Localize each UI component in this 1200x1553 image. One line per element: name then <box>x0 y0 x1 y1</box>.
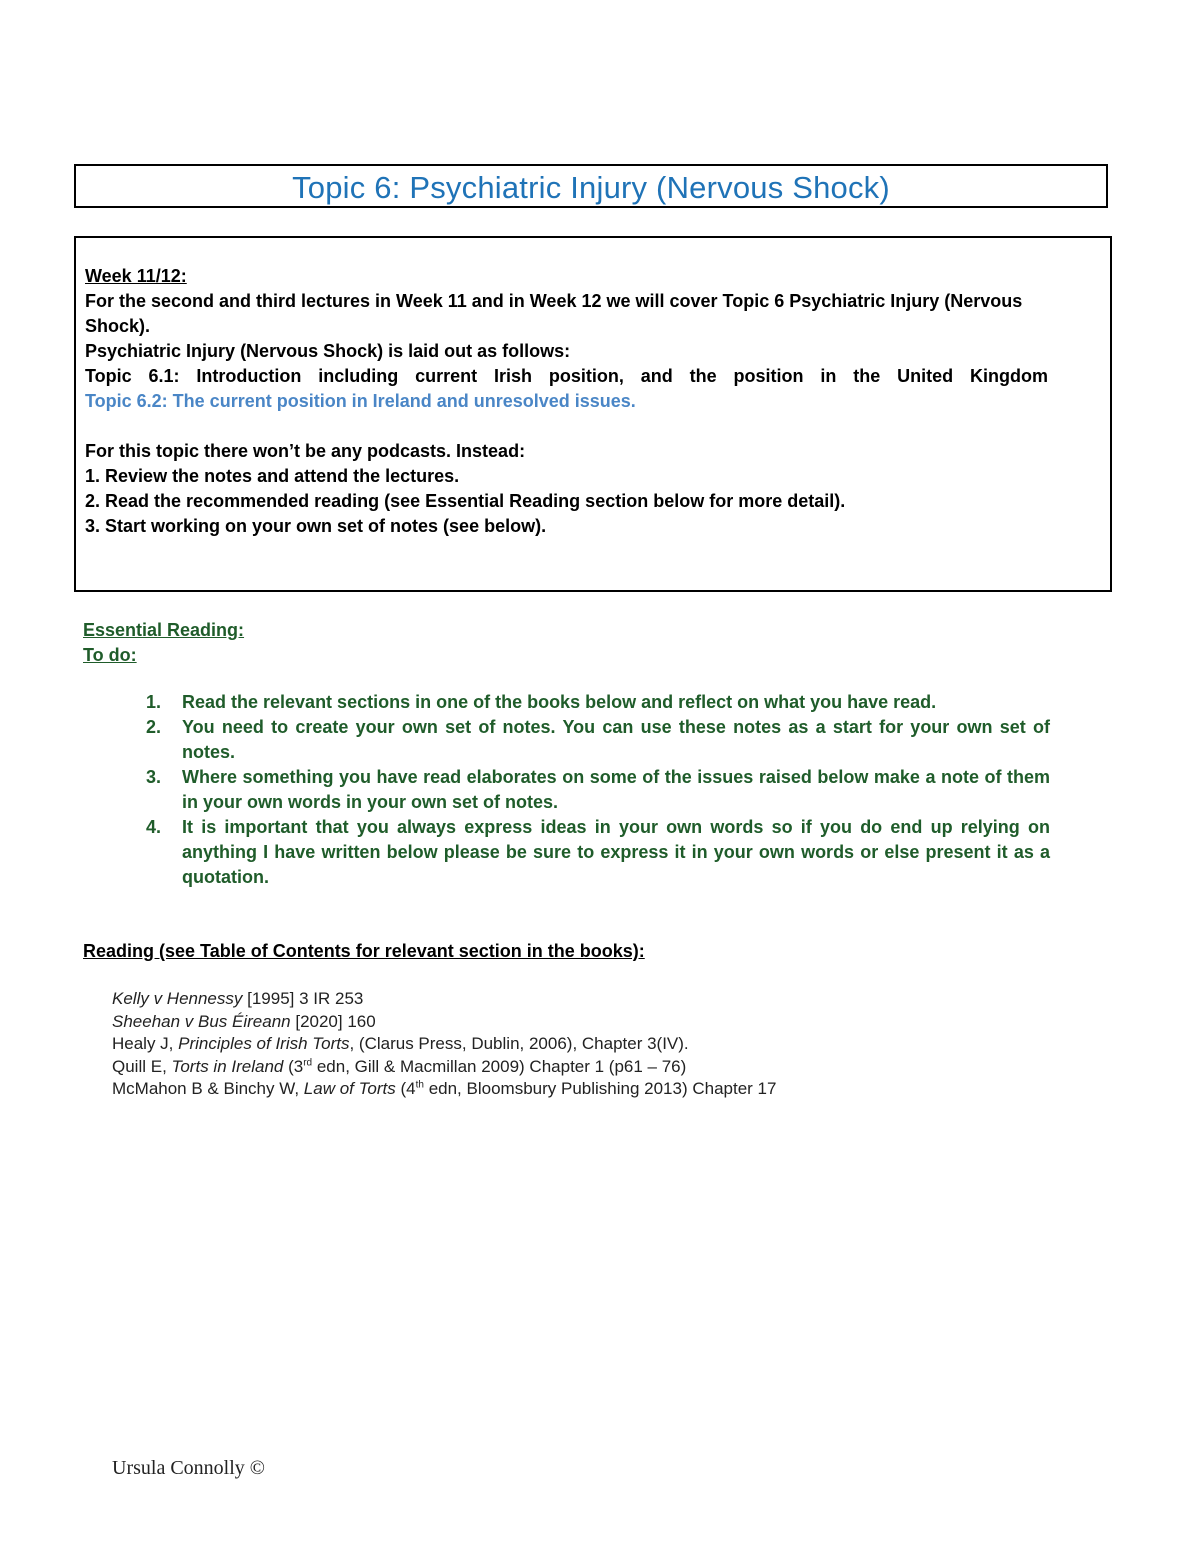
reading-list <box>112 988 1012 1101</box>
footer-copyright: Ursula Connolly © <box>112 1457 265 1479</box>
week-overview-box <box>74 236 1112 592</box>
step-item: 1. Review the notes and attend the lectures. <box>85 466 460 486</box>
essential-reading-section <box>83 618 1063 668</box>
todo-item: 2. You need to create your own set of notes. You can use these notes as a start for your own set of notes. <box>146 717 1050 762</box>
step-item: 2. Read the recommended reading (see Essential Reading section below for more detail). <box>85 491 846 511</box>
reading-item: Sheehan v Bus Éireann [2020] 160 <box>112 1011 376 1031</box>
reading-item: Healy J, Principles of Irish Torts, (Clarus Press, Dublin, 2006), Chapter 3(IV). <box>112 1034 689 1053</box>
todo-item: 1. Read the relevant sections in one of the books below and reflect on what you have read. <box>146 692 937 712</box>
reading-item: Kelly v Hennessy [1995] 3 IR 253 <box>112 989 364 1008</box>
title-box <box>74 164 1108 208</box>
week-intro: For the second and third lectures in Week 11 and in Week 12 we will cover Topic 6 Psychiatric Injury (Nervous Shock). <box>85 291 1023 336</box>
step-item: 3. Start working on your own set of notes (see below). <box>85 516 547 536</box>
topic-6-1: Topic 6.1: Introduction including current Irish position, and the position in the United Kingdom <box>85 366 1048 386</box>
essential-reading-heading: Essential Reading: <box>83 620 245 640</box>
instead-line: For this topic there won’t be any podcasts. Instead: <box>85 441 526 461</box>
todo-item: 3. Where something you have read elaborates on some of the issues raised below make a note of them in your own words in your own set of notes. <box>146 767 1050 812</box>
todo-item: 4. It is important that you always express ideas in your own words so if you do end up relying on anything I have written below please be sure to express it in your own words or else present it as a quotation. <box>146 817 1050 887</box>
page-title: Topic 6: Psychiatric Injury (Nervous Shock) <box>292 170 890 205</box>
todo-label: To do: <box>83 645 137 665</box>
reading-item: McMahon B & Binchy W, Law of Torts (4th edn, Bloomsbury Publishing 2013) Chapter 17 <box>112 1079 777 1098</box>
topic-6-2-link[interactable]: Topic 6.2: The current position in Ireland and unresolved issues. <box>85 391 636 411</box>
reading-item: Quill E, Torts in Ireland (3rd edn, Gill & Macmillan 2009) Chapter 1 (p61 – 76) <box>112 1056 687 1076</box>
week-layout-line: Psychiatric Injury (Nervous Shock) is laid out as follows: <box>85 341 571 361</box>
reading-heading: Reading (see Table of Contents for relevant section in the books): <box>83 941 645 961</box>
todo-list <box>146 690 1050 890</box>
week-heading: Week 11/12: <box>85 266 187 286</box>
